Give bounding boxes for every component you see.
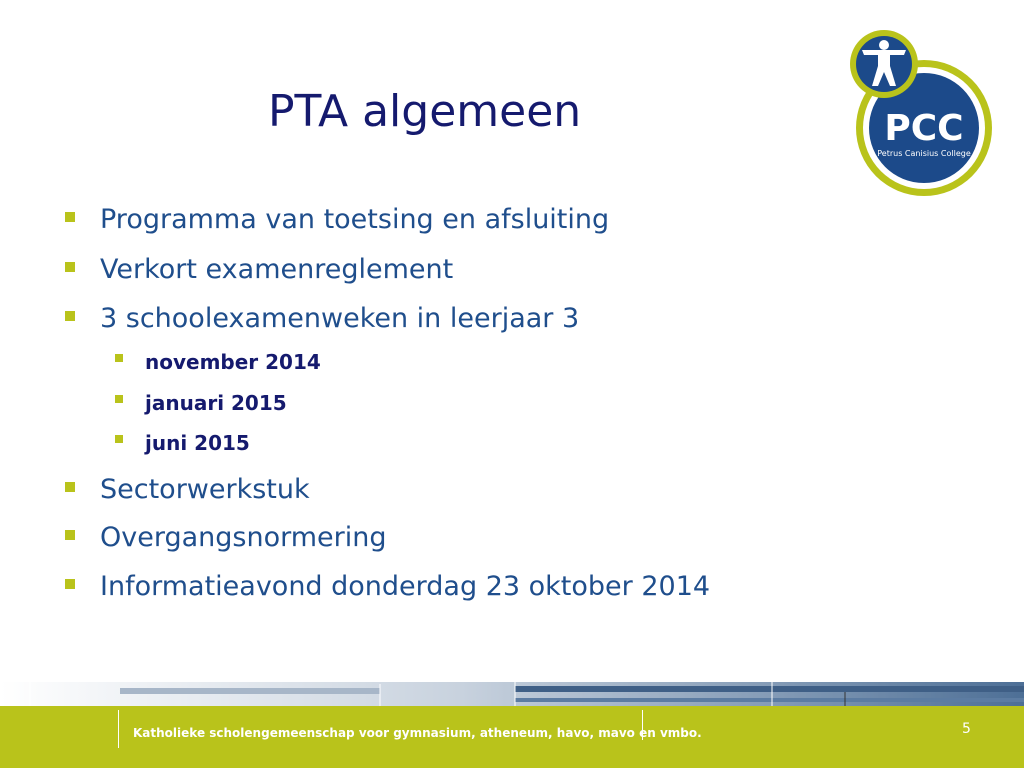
bullet-square-icon <box>65 530 75 540</box>
bullet-square-icon <box>115 435 123 443</box>
footer-decoration-bars <box>0 678 1024 708</box>
bullet-square-icon <box>65 262 75 272</box>
footer-text: Katholieke scholengemeenschap voor gymnasium, atheneum, havo, mavo en vmbo. <box>133 726 702 740</box>
bullet-square-icon <box>65 212 75 222</box>
bullet-square-icon <box>115 395 123 403</box>
bullet-square-icon <box>65 579 75 589</box>
bullet-square-icon <box>115 354 123 362</box>
pcc-logo <box>838 28 998 200</box>
logo-abbreviation: PCC <box>884 108 964 149</box>
footer-divider <box>118 710 119 748</box>
page-number: 5 <box>962 721 971 737</box>
slide-title: PTA algemeen <box>268 86 582 137</box>
bullet-square-icon <box>65 482 75 492</box>
bullet-square-icon <box>65 311 75 321</box>
logo-name: Petrus Canisius College <box>877 149 971 158</box>
